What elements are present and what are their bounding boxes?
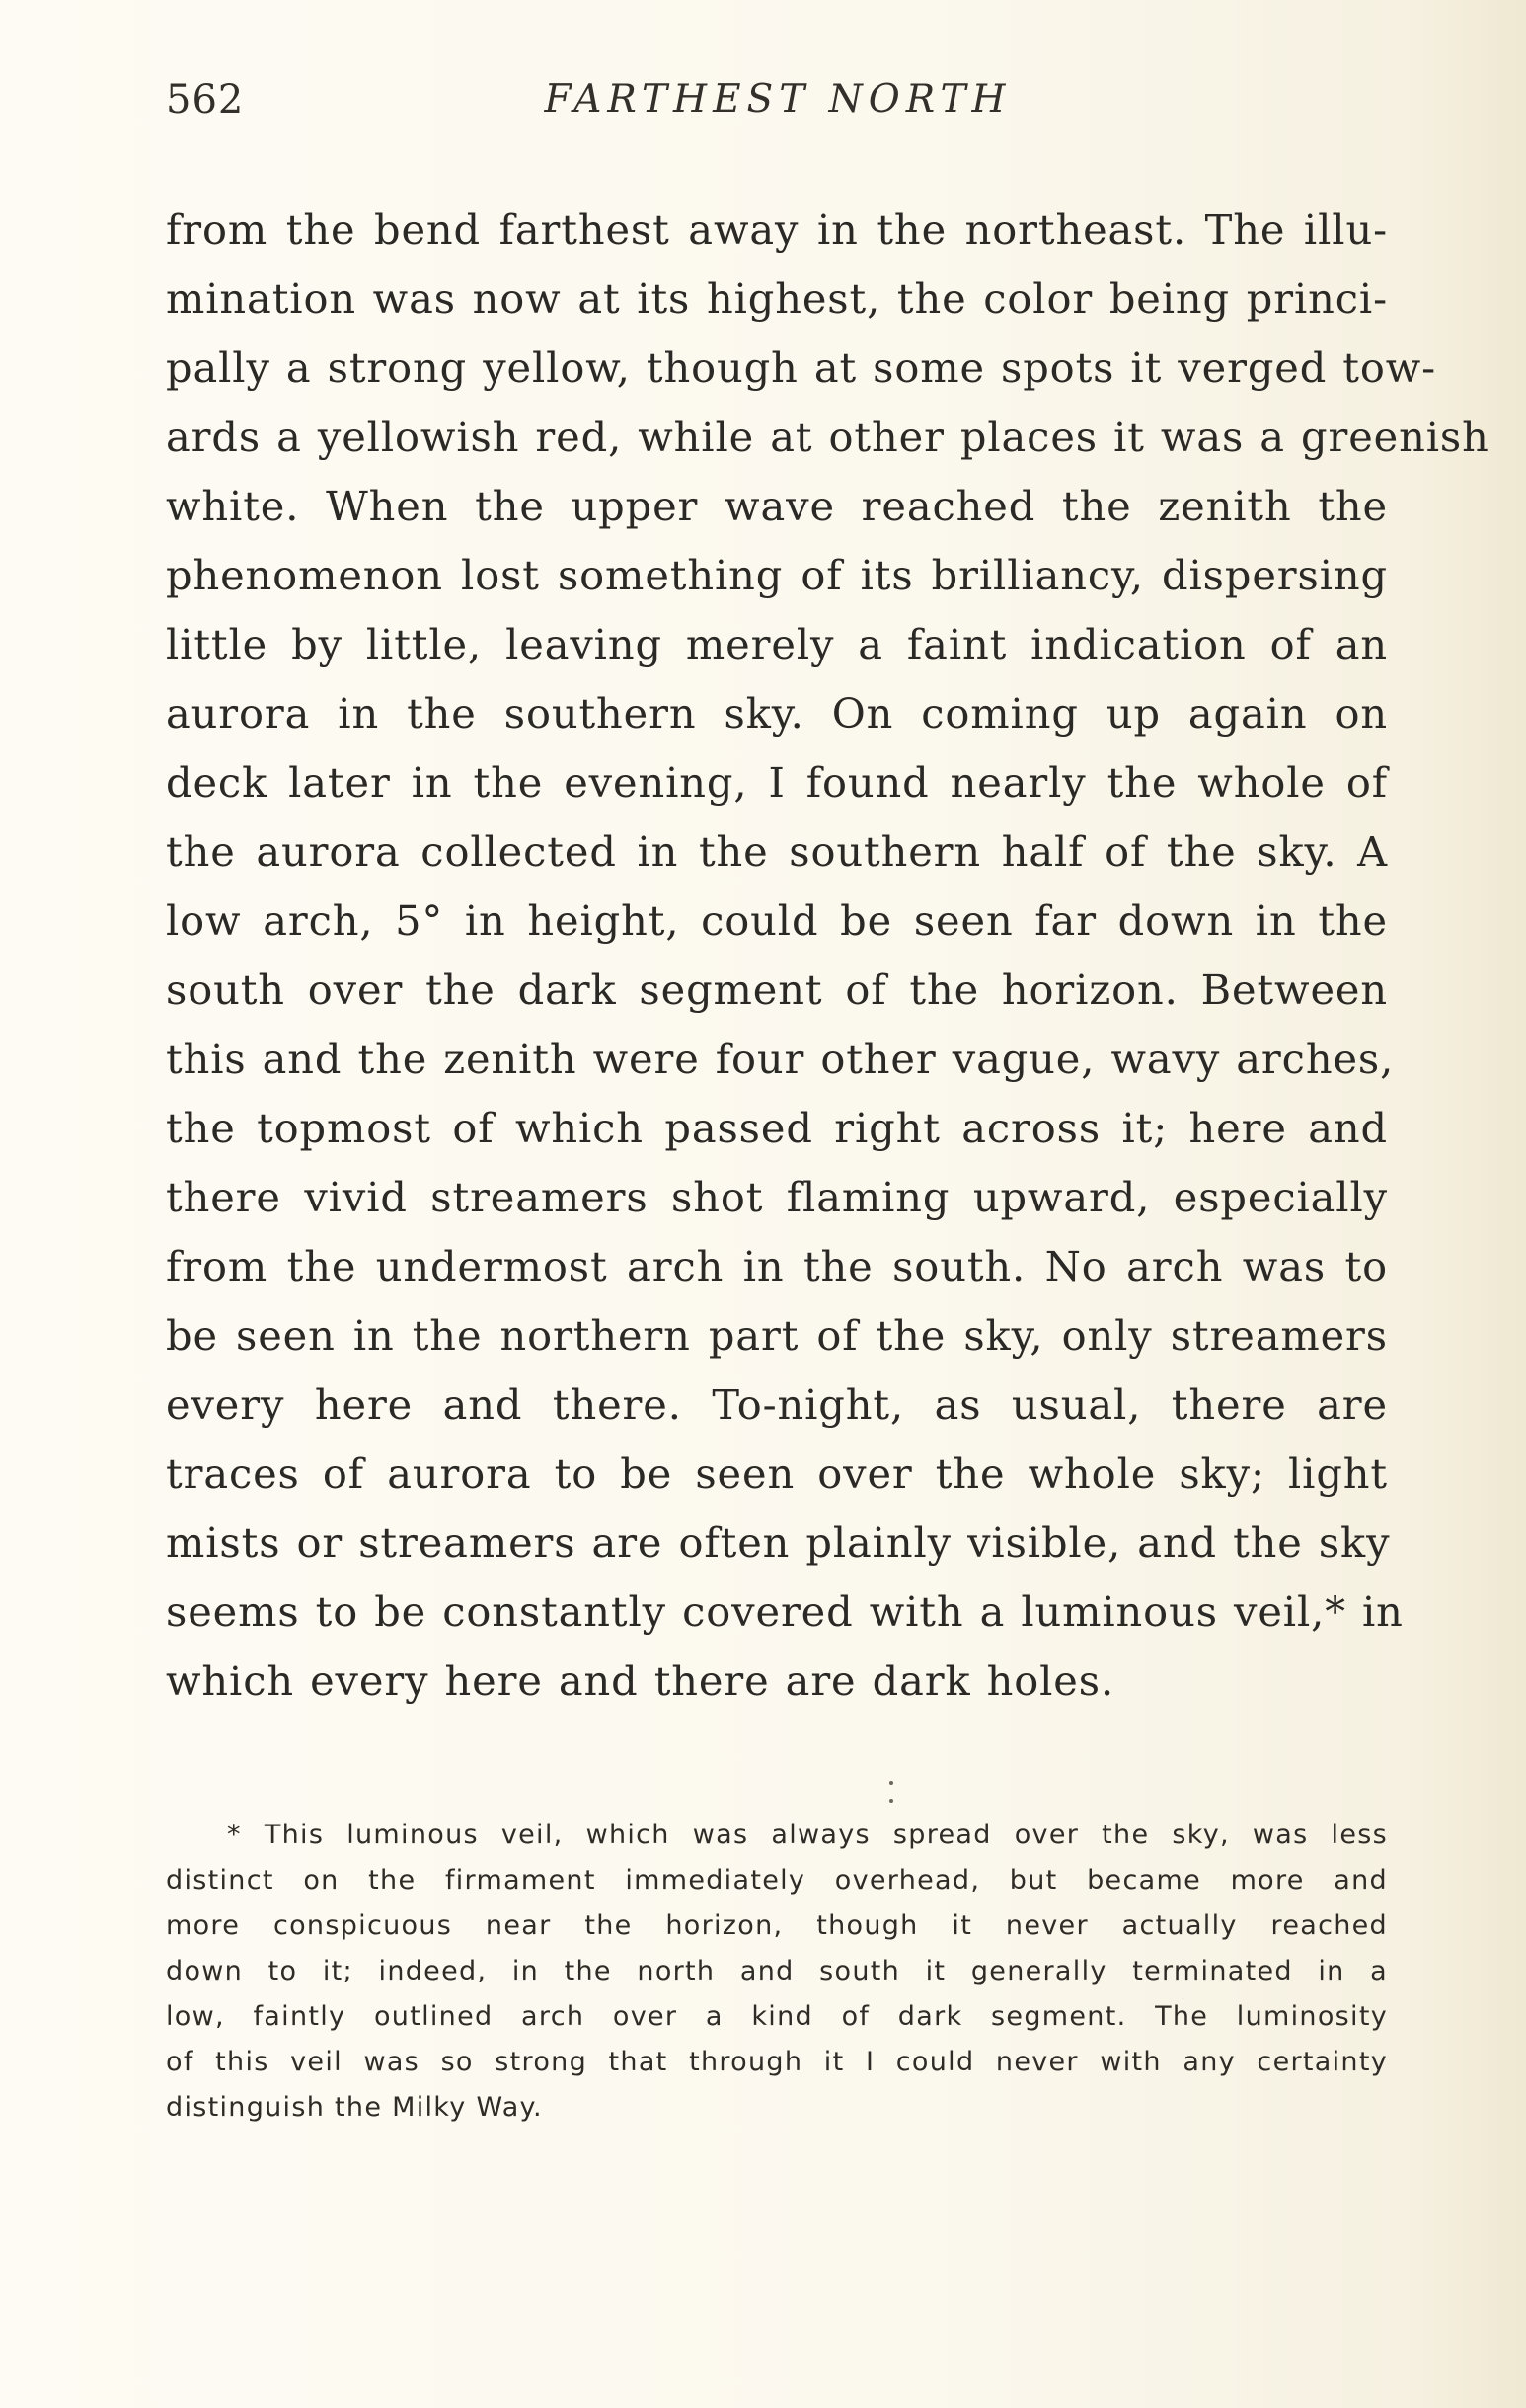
footnote-line: * This luminous veil, which was always spread over the sky, was less bbox=[227, 1820, 1388, 1850]
body-line: ards a yellowish red, while at other places it was a greenish bbox=[166, 413, 1489, 461]
footnote-line: more conspicuous near the horizon, though it never actually reached bbox=[166, 1910, 1388, 1941]
body-line: this and the zenith were four other vague, wavy arches, bbox=[166, 1035, 1395, 1083]
body-line: aurora in the southern sky. On coming up again on bbox=[166, 689, 1388, 738]
footnote-line: down to it; indeed, in the north and south it generally terminated in a bbox=[166, 1956, 1388, 1986]
body-line: every here and there. To-night, as usual, there are bbox=[166, 1380, 1388, 1429]
body-line: the topmost of which passed right across it; here and bbox=[166, 1104, 1388, 1152]
page-number: 562 bbox=[166, 77, 245, 122]
body-text bbox=[166, 195, 1489, 1716]
footnote bbox=[166, 1813, 1388, 2131]
body-line: little by little, leaving merely a faint indication of an bbox=[166, 620, 1388, 668]
body-line: which every here and there are dark holes. bbox=[166, 1657, 1115, 1705]
body-line: from the undermost arch in the south. No arch was to bbox=[166, 1242, 1388, 1290]
body-line: traces of aurora to be seen over the whole sky; light bbox=[166, 1449, 1388, 1498]
body-line: the aurora collected in the southern half of the sky. A bbox=[166, 827, 1388, 876]
body-line: mists or streamers are often plainly visible, and the sky bbox=[166, 1518, 1391, 1567]
body-line: be seen in the northern part of the sky, only streamers bbox=[166, 1311, 1388, 1359]
body-line: low arch, 5° in height, could be seen far down in the bbox=[166, 896, 1388, 945]
body-line: white. When the upper wave reached the zenith the bbox=[166, 482, 1388, 530]
separator-dot bbox=[889, 1799, 893, 1803]
body-line: from the bend farthest away in the northeast. The illu- bbox=[166, 205, 1388, 254]
separator-dot bbox=[889, 1781, 893, 1785]
body-line: south over the dark segment of the horizon. Between bbox=[166, 966, 1388, 1014]
footnote-line: low, faintly outlined arch over a kind of dark segment. The luminosity bbox=[166, 2001, 1388, 2032]
body-line: there vivid streamers shot flaming upward, especially bbox=[166, 1173, 1388, 1221]
page-header bbox=[166, 77, 1390, 136]
body-line: phenomenon lost something of its brilliancy, dispersing bbox=[166, 551, 1388, 599]
separator-dots bbox=[886, 1777, 896, 1811]
running-head: FARTHEST NORTH bbox=[544, 77, 1012, 121]
body-line: pally a strong yellow, though at some spots it verged tow- bbox=[166, 344, 1437, 392]
body-line: seems to be constantly covered with a luminous veil,* in bbox=[166, 1588, 1404, 1636]
footnote-line: of this veil was so strong that through it I could never with any certainty bbox=[166, 2047, 1388, 2077]
footnote-line: distinguish the Milky Way. bbox=[166, 2092, 543, 2123]
footnote-line: distinct on the firmament immediately overhead, but became more and bbox=[166, 1865, 1388, 1896]
body-line: deck later in the evening, I found nearly the whole of bbox=[166, 758, 1388, 807]
body-line: mination was now at its highest, the color being princi- bbox=[166, 274, 1388, 323]
